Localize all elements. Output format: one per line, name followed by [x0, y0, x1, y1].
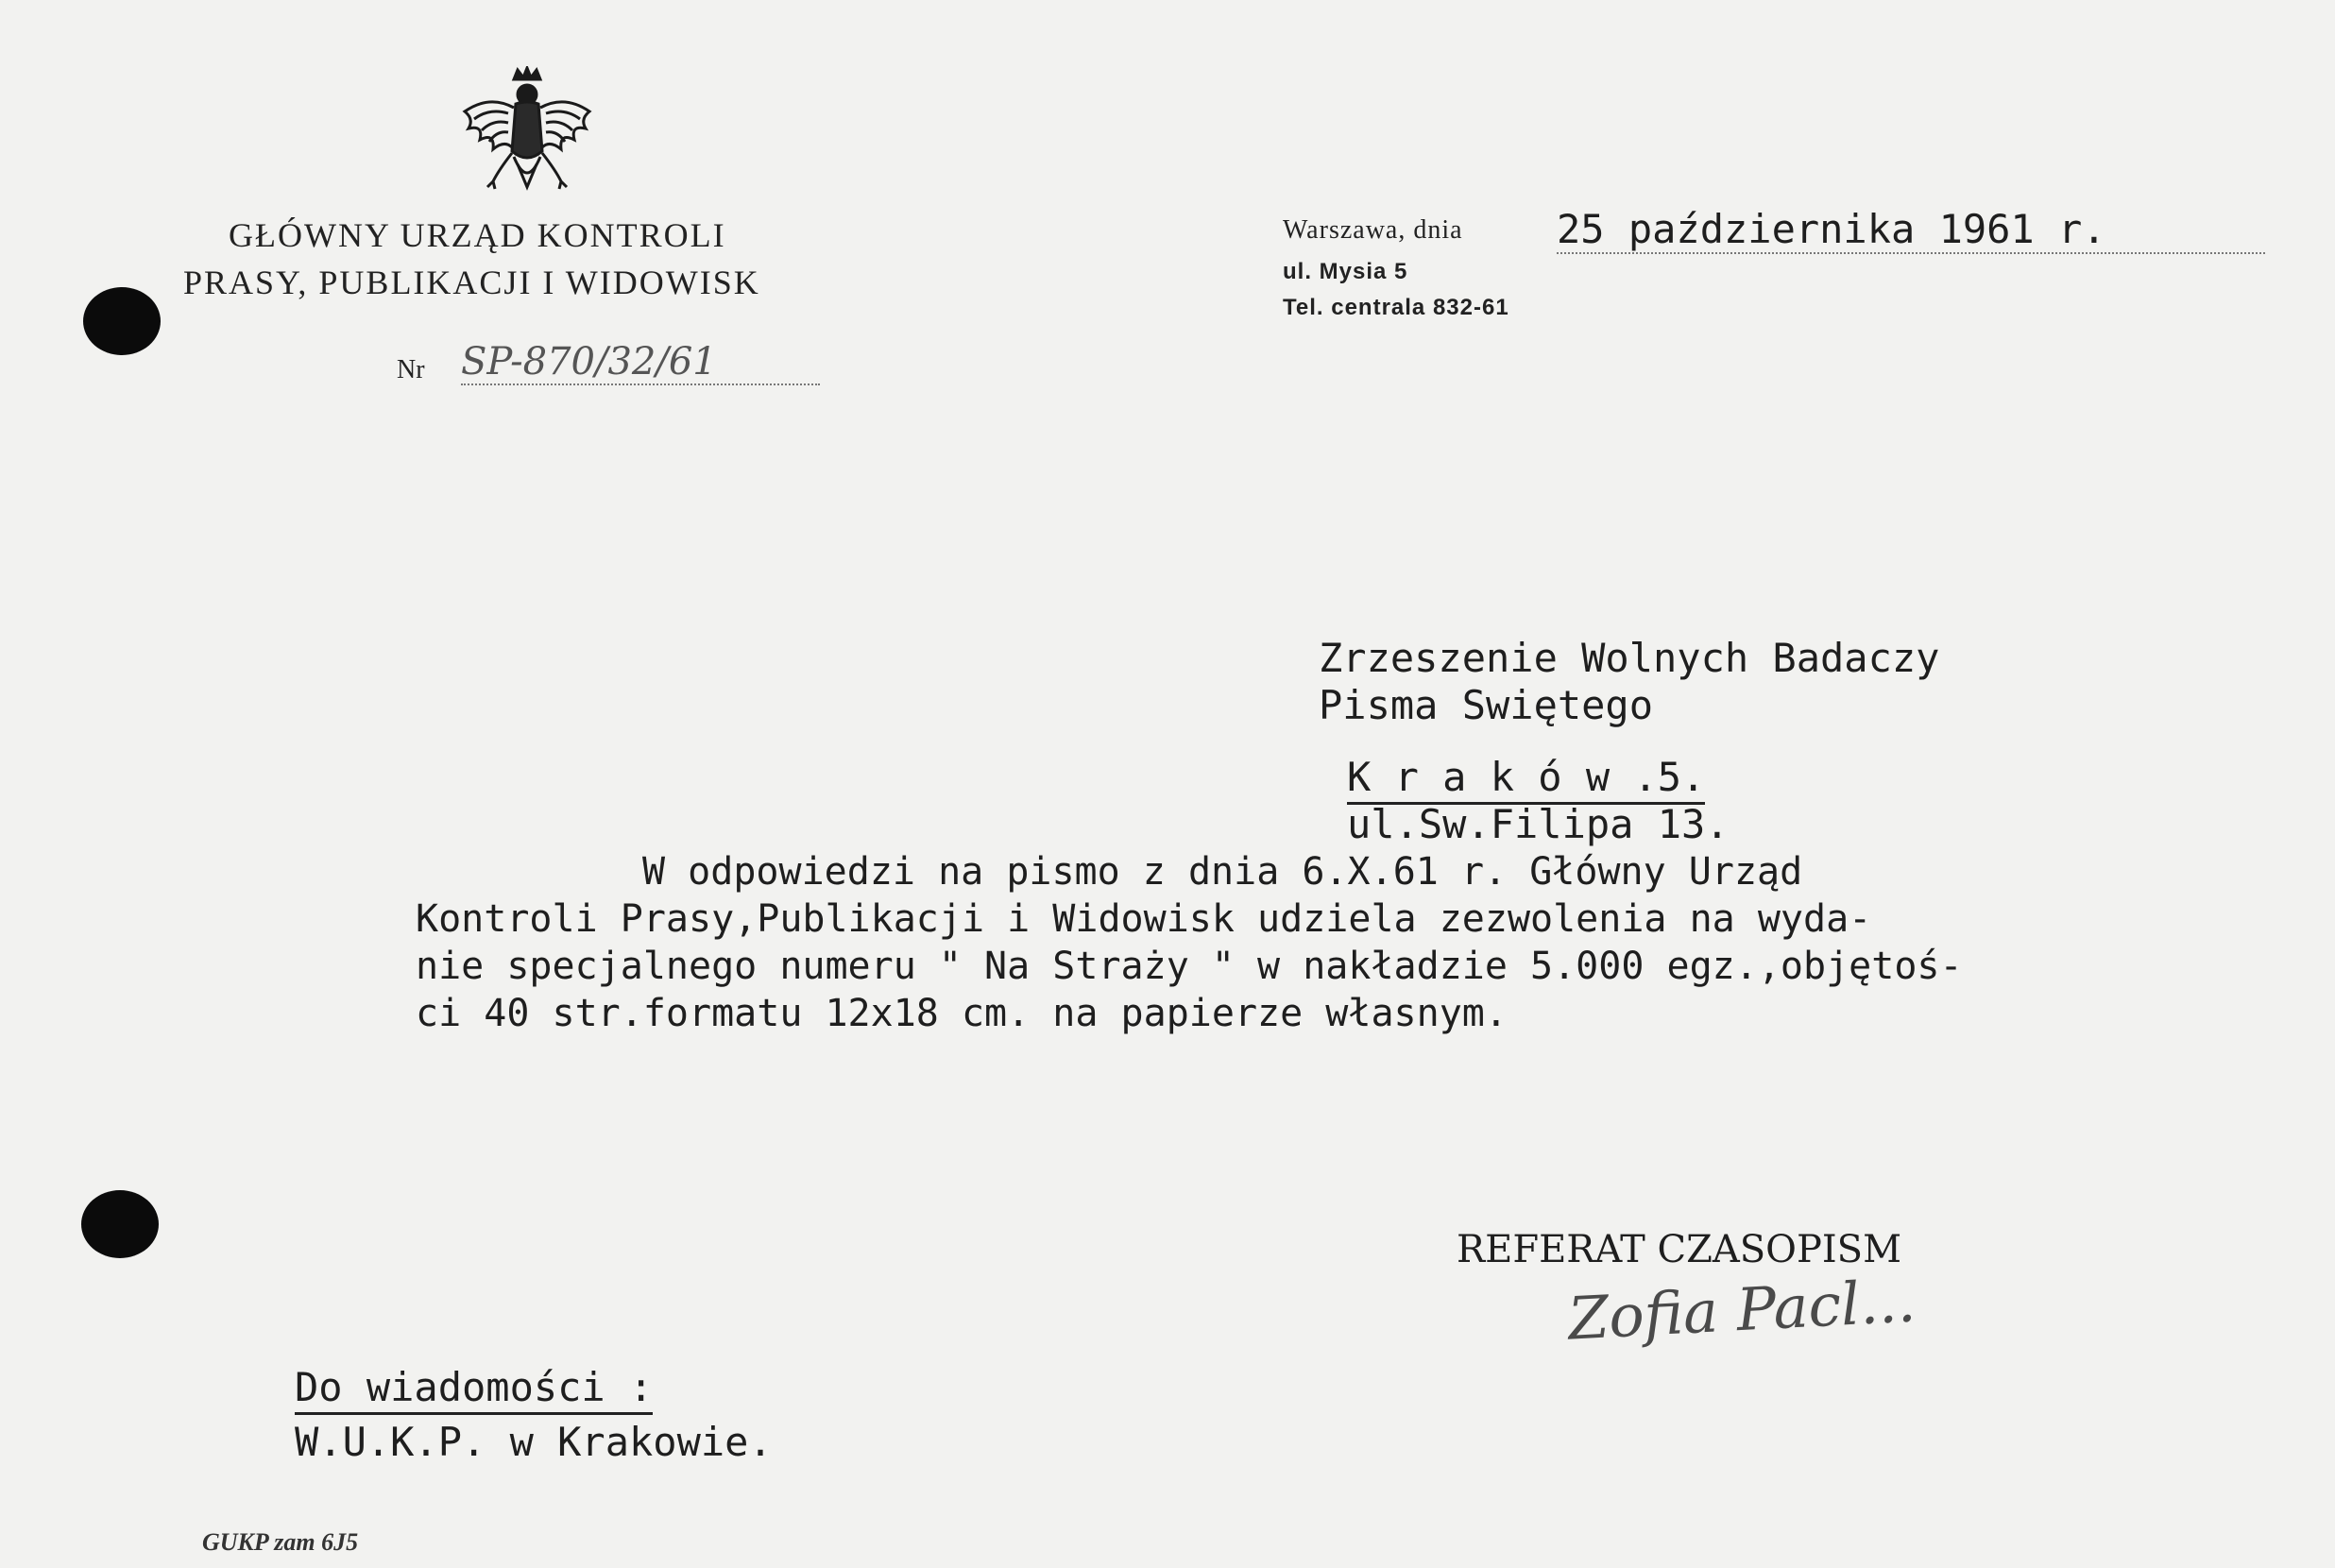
office-name-line2: PRASY, PUBLIKACJI I WIDOWISK — [183, 264, 760, 301]
recipient-street: ul.Sw.Filipa 13. — [1347, 801, 1730, 847]
reference-number-label: Nr — [397, 355, 425, 384]
office-address: ul. Mysia 5 — [1283, 259, 1408, 284]
recipient-line1: Zrzeszenie Wolnych Badaczy — [1319, 635, 1940, 681]
body-line-1: W odpowiedzi na pismo z dnia 6.X.61 r. Główny Urząd — [642, 850, 1803, 894]
body-line-2: Kontroli Prasy,Publikacji i Widowisk udziela zezwolenia na wyda- — [416, 897, 1872, 941]
body-line-3: nie specjalnego numeru " Na Straży " w nakładzie 5.000 egz.,objętoś- — [416, 945, 1963, 988]
recipient-city: K r a k ó w .5. — [1347, 754, 1705, 805]
handwritten-signature: Zofia Pacl... — [1566, 1266, 1917, 1354]
department-name: REFERAT CZASOPISM — [1457, 1228, 1902, 1271]
body-line-4: ci 40 str.formatu 12x18 cm. na papierze własnym. — [416, 992, 1508, 1035]
office-name-line1: GŁÓWNY URZĄD KONTROLI — [229, 216, 726, 254]
print-code: GUKP zam 6J5 — [202, 1528, 359, 1556]
punch-hole-top — [83, 287, 161, 355]
cc-recipient: W.U.K.P. w Krakowie. — [295, 1419, 773, 1465]
date-value: 25 października 1961 r. — [1557, 206, 2265, 254]
office-phone: Tel. centrala 832-61 — [1283, 295, 1509, 320]
place-label: Warszawa, dnia — [1283, 215, 1463, 245]
reference-number-value: SP-870/32/61 — [461, 340, 820, 385]
recipient-line2: Pisma Swiętego — [1319, 682, 1654, 728]
cc-label: Do wiadomości : — [295, 1364, 653, 1415]
punch-hole-bottom — [81, 1190, 159, 1258]
white-eagle-emblem-icon — [452, 66, 603, 208]
